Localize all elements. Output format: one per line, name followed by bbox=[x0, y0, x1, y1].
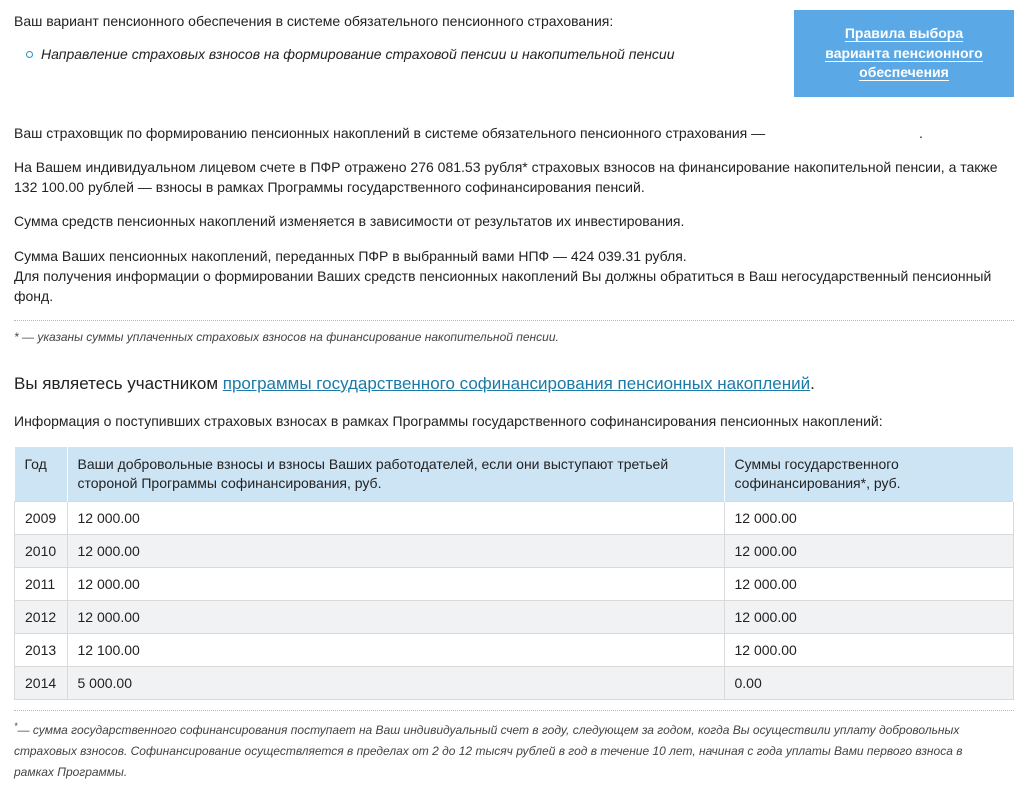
header-year: Год bbox=[15, 447, 68, 502]
variant-title: Ваш вариант пенсионного обеспечения в системе обязательного пенсионного страхования: bbox=[14, 13, 614, 29]
divider bbox=[14, 710, 1014, 711]
table-row bbox=[15, 667, 1014, 700]
rules-box bbox=[794, 10, 1014, 97]
cell-voluntary: 5 000.00 bbox=[67, 667, 724, 700]
cell-year: 2010 bbox=[15, 535, 68, 568]
cell-state: 12 000.00 bbox=[724, 535, 1014, 568]
table-row bbox=[15, 502, 1014, 535]
cell-state: 12 000.00 bbox=[724, 634, 1014, 667]
divider bbox=[14, 320, 1014, 321]
program-heading-prefix: Вы являетесь участником bbox=[14, 374, 223, 393]
variant-section bbox=[14, 0, 1014, 112]
investment-paragraph: Сумма средств пенсионных накоплений изменяется в зависимости от результатов их инвестирования. bbox=[14, 213, 685, 229]
cell-year: 2013 bbox=[15, 634, 68, 667]
cell-state: 0.00 bbox=[724, 667, 1014, 700]
footnote-cofinancing-text: — сумма государственного софинансирования поступает на Ваш индивидуальный счет в году, следующем за годом, когда Вы осуществили уплату добровольных страховых взносов. Софинансирование осуществляется в пределах от 2 до 12 тысяч рублей в год в течение 10 лет, начиная с года уплаты Вами первого взноса в рамках Программы. bbox=[14, 723, 963, 779]
table-row bbox=[15, 535, 1014, 568]
cell-voluntary: 12 000.00 bbox=[67, 568, 724, 601]
cell-year: 2011 bbox=[15, 568, 68, 601]
program-heading bbox=[14, 372, 815, 396]
cell-voluntary: 12 000.00 bbox=[67, 535, 724, 568]
program-info: Информация о поступивших страховых взносах в рамках Программы государственного софинансирования пенсионных накоплений: bbox=[14, 413, 883, 429]
npf-sum: Сумма Ваших пенсионных накоплений, переданных ПФР в выбранный вами НПФ — 424 039.31 рубля. bbox=[14, 248, 687, 264]
table-row bbox=[15, 568, 1014, 601]
npf-paragraph bbox=[14, 246, 1014, 306]
variant-item: Направление страховых взносов на формирование страховой пенсии и накопительной пенсии bbox=[41, 46, 675, 62]
npf-info: Для получения информации о формировании Ваших средств пенсионных накоплений Вы должны обратиться в Ваш негосударственный пенсионный фонд. bbox=[14, 268, 992, 304]
variant-list bbox=[41, 45, 675, 63]
footnote-star: * bbox=[14, 721, 18, 731]
cell-voluntary: 12 100.00 bbox=[67, 634, 724, 667]
pension-info-page bbox=[14, 0, 1014, 779]
header-voluntary: Ваши добровольные взносы и взносы Ваших работодателей, если они выступают третьей стороной Программы софинансирования, руб. bbox=[67, 447, 724, 502]
circle-bullet-icon bbox=[26, 51, 33, 58]
cell-state: 12 000.00 bbox=[724, 502, 1014, 535]
header-state: Суммы государственного софинансирования*, руб. bbox=[724, 447, 1014, 502]
cell-state: 12 000.00 bbox=[724, 568, 1014, 601]
footnote-contributions: * — указаны суммы уплаченных страховых взносов на финансирование накопительной пенсии. bbox=[14, 330, 559, 344]
insurer-text: Ваш страховщик по формированию пенсионных накоплений в системе обязательного пенсионного страхования — bbox=[14, 125, 766, 141]
program-link[interactable]: программы государственного софинансирования пенсионных накоплений bbox=[222, 374, 811, 393]
table-row bbox=[15, 601, 1014, 634]
cell-year: 2012 bbox=[15, 601, 68, 634]
cell-voluntary: 12 000.00 bbox=[67, 601, 724, 634]
insurer-end: . bbox=[919, 125, 923, 141]
rules-link[interactable] bbox=[819, 24, 989, 83]
table-row bbox=[15, 634, 1014, 667]
rules-link-label: Правила выбора варианта пенсионного обеспечения bbox=[825, 25, 983, 81]
account-paragraph: На Вашем индивидуальном лицевом счете в ПФР отражено 276 081.53 рубля* страховых взносов на финансирование накопительной пенсии, а также 132 100.00 рублей — взносы в рамках Программы государственного софинансирования пенсий. bbox=[14, 159, 998, 195]
cell-state: 12 000.00 bbox=[724, 601, 1014, 634]
cell-year: 2009 bbox=[15, 502, 68, 535]
footnote-cofinancing bbox=[14, 716, 1004, 783]
table-header-row bbox=[15, 447, 1014, 502]
cell-voluntary: 12 000.00 bbox=[67, 502, 724, 535]
program-heading-suffix: . bbox=[810, 374, 815, 393]
cofinancing-table bbox=[14, 447, 1014, 700]
cell-year: 2014 bbox=[15, 667, 68, 700]
insurer-paragraph bbox=[14, 123, 1014, 143]
